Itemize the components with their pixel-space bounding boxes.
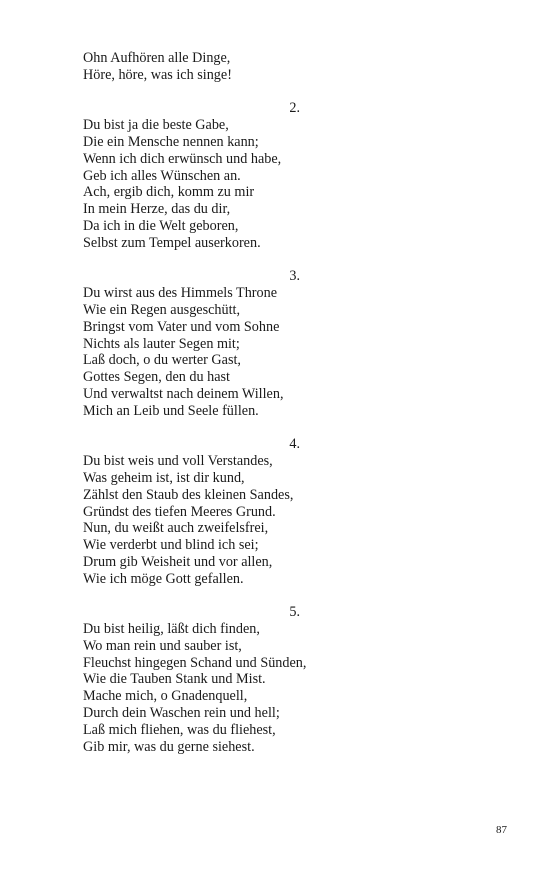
verse-line: Wenn ich dich erwünsch und habe, bbox=[83, 150, 282, 167]
verse-line: Ach, ergib dich, komm zu mir bbox=[83, 184, 255, 201]
verse-line: Wie ich möge Gott gefallen. bbox=[83, 570, 244, 587]
verse-line: Durch dein Waschen rein und hell; bbox=[83, 705, 280, 722]
stanza-number: 2. bbox=[289, 100, 300, 117]
verse-line: Gib mir, was du gerne siehest. bbox=[83, 738, 255, 755]
verse-line: Ohn Aufhören alle Dinge, bbox=[83, 50, 231, 66]
verse-line: Höre, höre, was ich singe! bbox=[83, 66, 232, 83]
verse-line: Selbst zum Tempel auserkoren. bbox=[83, 234, 261, 251]
verse-line: Da ich in die Welt geboren, bbox=[83, 217, 239, 234]
verse-line: Wie verderbt und blind ich sei; bbox=[83, 537, 259, 554]
page-number: 87 bbox=[496, 824, 507, 836]
verse-line: Du bist weis und voll Verstandes, bbox=[83, 453, 273, 470]
verse-line: Nichts als lauter Segen mit; bbox=[83, 335, 240, 352]
verse-line: Drum gib Weisheit und vor allen, bbox=[83, 553, 273, 570]
stanza-1 bbox=[83, 50, 333, 84]
verse-line: Was geheim ist, ist dir kund, bbox=[83, 469, 245, 486]
stanza-3 bbox=[83, 268, 333, 419]
verse-line: Du bist heilig, läßt dich finden, bbox=[83, 621, 260, 638]
stanza-4 bbox=[83, 436, 333, 587]
verse-line: Zählst den Staub des kleinen Sandes, bbox=[83, 486, 294, 503]
verse-line: In mein Herze, das du dir, bbox=[83, 201, 231, 218]
verse-line: Nun, du weißt auch zweifelsfrei, bbox=[83, 520, 269, 537]
verse-line: Mich an Leib und Seele füllen. bbox=[83, 402, 259, 419]
verse-line: Laß mich fliehen, was du fliehest, bbox=[83, 721, 276, 738]
verse-line: Gründst des tiefen Meeres Grund. bbox=[83, 503, 276, 520]
verse-line: Die ein Mensche nennen kann; bbox=[83, 133, 259, 150]
stanza-number: 3. bbox=[289, 268, 300, 285]
verse-line: Laß doch, o du werter Gast, bbox=[83, 352, 241, 369]
verse-line: Wie die Tauben Stank und Mist. bbox=[83, 671, 266, 688]
verse-line: Mache mich, o Gnadenquell, bbox=[83, 688, 248, 705]
verse-line: Bringst vom Vater und vom Sohne bbox=[83, 318, 280, 335]
poem-page bbox=[83, 50, 333, 772]
stanza-number: 5. bbox=[289, 604, 300, 621]
verse-line: Fleuchst hingegen Schand und Sünden, bbox=[83, 654, 307, 671]
verse-line: Du wirst aus des Himmels Throne bbox=[83, 285, 278, 302]
stanza-number: 4. bbox=[289, 436, 300, 453]
verse-line: Und verwaltst nach deinem Willen, bbox=[83, 385, 284, 402]
verse-line: Gottes Segen, den du hast bbox=[83, 369, 230, 386]
verse-line: Wo man rein und sauber ist, bbox=[83, 637, 242, 654]
verse-line: Du bist ja die beste Gabe, bbox=[83, 117, 229, 134]
stanza-2 bbox=[83, 100, 333, 251]
verse-line: Wie ein Regen ausgeschütt, bbox=[83, 301, 241, 318]
verse-line: Geb ich alles Wünschen an. bbox=[83, 167, 241, 184]
stanza-5 bbox=[83, 604, 333, 755]
